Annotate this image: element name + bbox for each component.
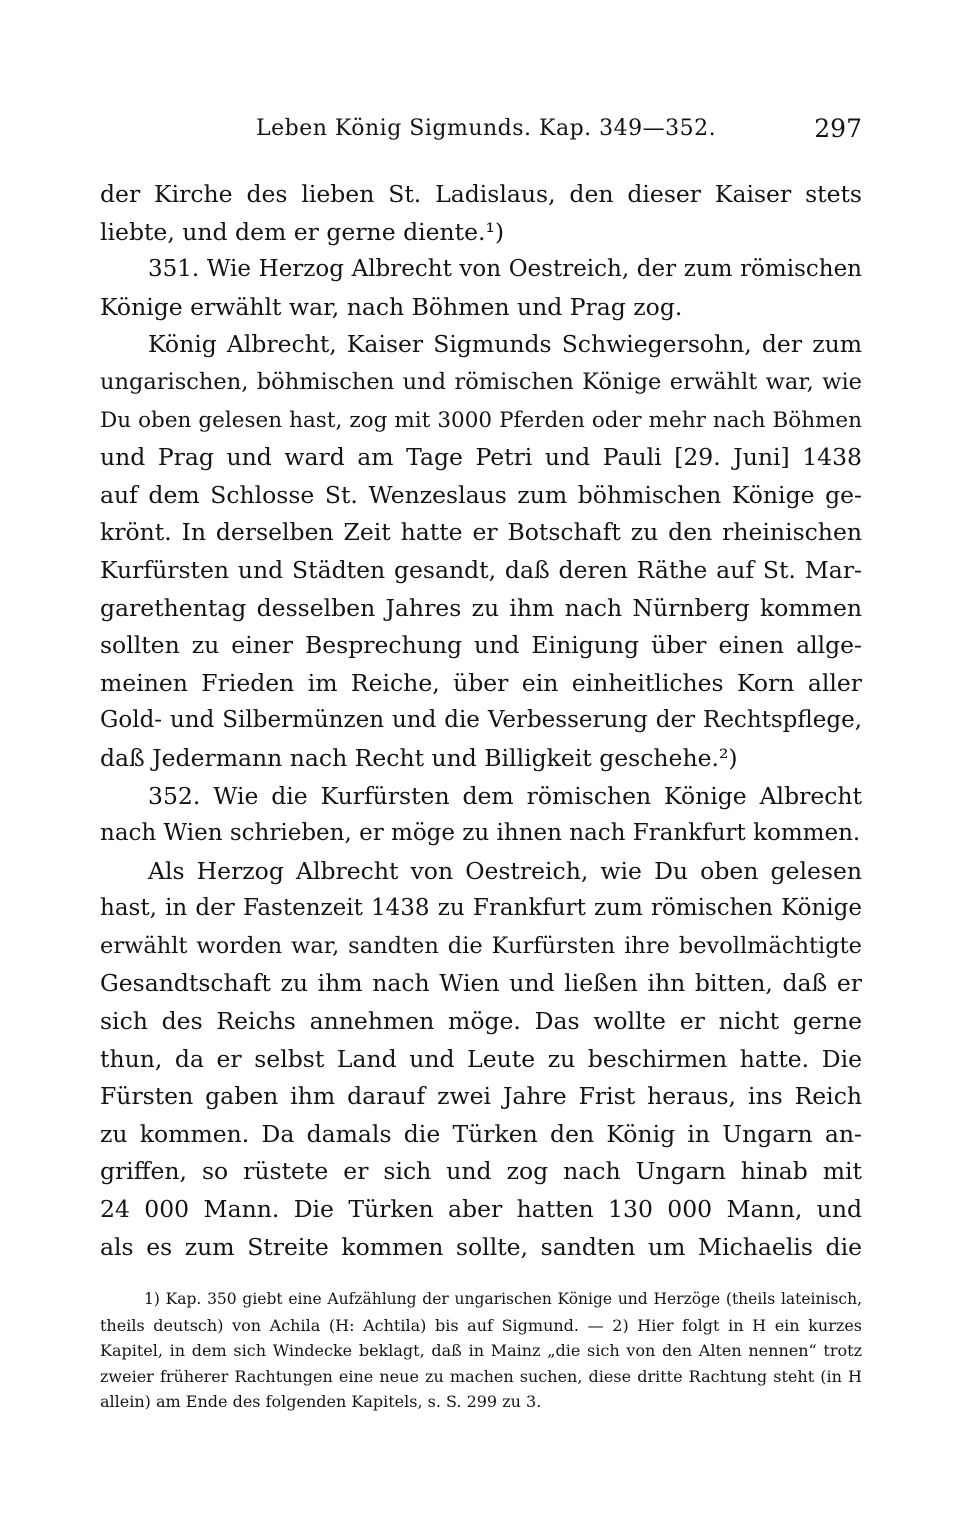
text-line: Fürsten gaben ihm darauf zwei Jahre Frist heraus, ins Reich bbox=[100, 1082, 862, 1111]
footnote-line: Kapitel, in dem sich Windecke beklagt, daß in Mainz „die sich von den Alten nennen“ trotz bbox=[100, 1341, 862, 1360]
text-line: Gesandtschaft zu ihm nach Wien und ließen ihn bitten, daß er bbox=[100, 969, 862, 998]
footnote-line: zweier früherer Rachtungen eine neue zu machen suchen, diese dritte Rachtung steht (in H bbox=[100, 1366, 862, 1386]
text-line: daß Jedermann nach Recht und Billigkeit geschehe.²) bbox=[100, 743, 738, 772]
text-line: zu kommen. Da damals die Türken den König in Ungarn an- bbox=[100, 1119, 862, 1148]
text-line: griffen, so rüstete er sich und zog nach Ungarn hinab mit bbox=[100, 1157, 862, 1186]
running-head bbox=[100, 112, 862, 152]
page-number: 297 bbox=[814, 114, 862, 143]
chapter-heading-352-cont: nach Wien schrieben, er möge zu ihnen nach Frankfurt kommen. bbox=[100, 820, 861, 847]
text-line: Als Herzog Albrecht von Oestreich, wie Du oben gelesen bbox=[148, 856, 862, 885]
text-line: Gold- und Silbermünzen und die Verbesserung der Rechtspflege, bbox=[100, 707, 862, 734]
text-line: als es zum Streite kommen sollte, sandten um Michaelis die bbox=[100, 1232, 862, 1261]
text-line: sich des Reichs annehmen möge. Das wollte er nicht gerne bbox=[100, 1007, 862, 1036]
text-line: krönt. In derselben Zeit hatte er Botschaft zu den rheinischen bbox=[100, 518, 862, 547]
chapter-heading-351-cont: Könige erwählt war, nach Böhmen und Prag zog. bbox=[100, 292, 683, 321]
text-line: 24 000 Mann. Die Türken aber hatten 130 000 Mann, und bbox=[100, 1195, 862, 1224]
text-line: meinen Frieden im Reiche, über ein einheitliches Korn aller bbox=[100, 668, 862, 697]
text-line: König Albrecht, Kaiser Sigmunds Schwiegersohn, der zum bbox=[148, 330, 862, 359]
text-line: ungarischen, böhmischen und römischen Könige erwählt war, wie bbox=[100, 368, 862, 395]
text-line: der Kirche des lieben St. Ladislaus, den dieser Kaiser stets bbox=[100, 180, 862, 208]
footnote-line: allein) am Ende des folgenden Kapitels, s. S. 299 zu 3. bbox=[100, 1392, 542, 1411]
running-title: Leben König Sigmunds. Kap. 349—352. bbox=[256, 116, 717, 141]
chapter-heading-351: 351. Wie Herzog Albrecht von Oestreich, der zum römischen bbox=[148, 256, 862, 283]
footnote-line: theils deutsch) von Achila (H: Achtila) bis auf Sigmund. — 2) Hier folgt in H ein kurzes bbox=[100, 1315, 862, 1335]
chapter-heading-352: 352. Wie die Kurfürsten dem römischen Könige Albrecht bbox=[148, 781, 862, 810]
text-line: erwählt worden war, sandten die Kurfürsten ihre bevollmächtigte bbox=[100, 932, 862, 959]
text-line: garethentag desselben Jahres zu ihm nach Nürnberg kommen bbox=[100, 593, 862, 622]
text-line: auf dem Schlosse St. Wenzeslaus zum böhmischen Könige ge- bbox=[100, 480, 862, 509]
text-line: sollten zu einer Besprechung und Einigung über einen allge- bbox=[100, 631, 862, 660]
text-line: Du oben gelesen hast, zog mit 3000 Pferden oder mehr nach Böhmen bbox=[100, 407, 862, 433]
text-line: thun, da er selbst Land und Leute zu beschirmen hatte. Die bbox=[100, 1044, 862, 1073]
footnotes bbox=[100, 1287, 862, 1415]
text-line: Kurfürsten und Städten gesandt, daß deren Räthe auf St. Mar- bbox=[100, 555, 862, 584]
text-line: liebte, und dem er gerne diente.¹) bbox=[100, 217, 505, 246]
footnote-line: 1) Kap. 350 giebt eine Aufzählung der ungarischen Könige und Herzöge (theils lateinisch, bbox=[144, 1290, 862, 1308]
text-line: und Prag und ward am Tage Petri und Pauli [29. Juni] 1438 bbox=[100, 443, 862, 472]
body-text bbox=[100, 176, 862, 1266]
text-line: hast, in der Fastenzeit 1438 zu Frankfurt zum römischen Könige bbox=[100, 895, 862, 922]
